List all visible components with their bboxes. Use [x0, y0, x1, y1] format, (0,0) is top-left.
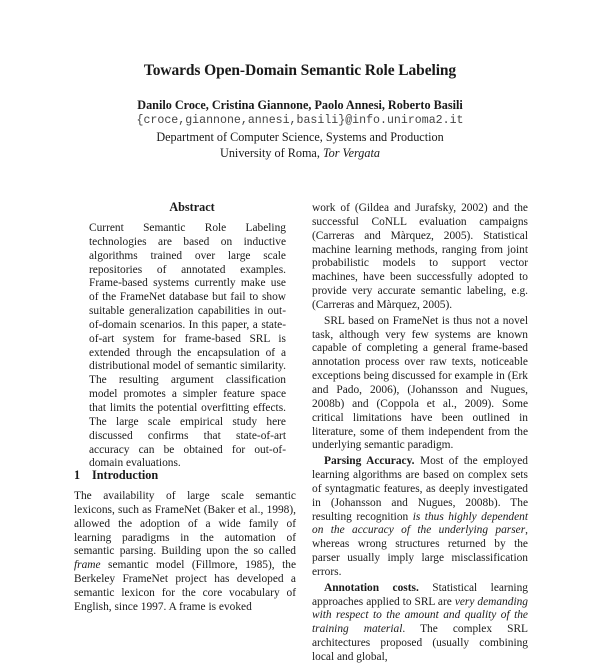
text-run: semantic model (Fillmore, 1985), the Berkeley FrameNet project has developed a semantic lexicon for the core vocabulary of English, since 1997. A frame is evoked	[74, 559, 296, 613]
section-heading-introduction	[74, 468, 158, 483]
section-number: 1	[74, 468, 81, 482]
abstract-text: Current Semantic Role Labeling technologies are based on inductive algorithms trained over large scale repositories of annotated examples. Frame-based systems currently make use of the FrameNet database but fail to show suitable generalization capabilities in out-of-domain scenarios. In this paper, a state-of-art system for frame-based SRL is extended through the encapsulation of a distributional model of semantic similarity. The resulting argument classification model promotes a simpler feature space that limits the potential overfitting effects. The large scale empirical study here discussed confirms that state-of-art accuracy can be obtained for out-of-domain evaluations.	[89, 222, 286, 470]
affiliation-university	[0, 146, 600, 161]
text-run-italic: very demanding with respect to the amount and quality of the training material	[312, 595, 528, 636]
text-run-italic: is thus highly dependent on the accuracy of the underlying parser	[312, 510, 528, 537]
text-run: Most of the employed learning algorithms are based on complex sets of syntagmatic features, as deeply investigated in (Johansson and Nugues, 2008b). The resulting recognition	[312, 455, 528, 523]
abstract-body	[89, 222, 286, 471]
abstract-heading: Abstract	[169, 200, 215, 214]
paragraph-parsing-accuracy	[312, 455, 528, 580]
intro-paragraph	[74, 490, 296, 615]
paragraph-annotation-costs	[312, 582, 528, 665]
section-title: Introduction	[92, 468, 159, 482]
text-run-italic: frame	[74, 559, 101, 572]
paragraph: SRL based on FrameNet is thus not a novel task, although very few systems are known capable of completing a general frame-based annotation process over raw texts, noticeable exceptions being discussed for example in (Erk and Pado, 2006), (Johansson and Nugues, 2008b) and (Coppola et al., 2009). Some critical limitations have been outlined in literature, some of them independent from the underlying semantic paradigm.	[312, 314, 528, 452]
text-run: . The complex SRL architectures proposed (usually combining local and global,	[312, 623, 529, 663]
text-run: Statistical learning approaches applied to SRL are	[312, 581, 528, 608]
text-run: The availability of large scale semantic lexicons, such as FrameNet (Baker et al., 1998), allowed the adoption of a wide family of learning paradigms in the automation of semantic parsing. Building upon the so called	[74, 490, 296, 558]
paper-title: Towards Open-Domain Semantic Role Labeling	[143, 62, 457, 79]
author-emails: {croce,giannone,annesi,basili}@info.uniroma2.it	[136, 114, 464, 127]
introduction-body	[74, 490, 296, 615]
paragraph: work of (Gildea and Jurafsky, 2002) and the successful CoNLL evaluation campaigns (Carreras and Màrquez, 2005). Statistical machine learning methods, ranging from joint probabilistic models to support vector machines, have been successfully adopted to provide very accurate semantic labeling, e.g. (Carreras and Màrquez, 2005).	[312, 202, 528, 311]
paragraph-heading: Parsing Accuracy.	[324, 455, 415, 468]
right-column	[312, 202, 528, 665]
author-list: Danilo Croce, Cristina Giannone, Paolo Annesi, Roberto Basili	[137, 98, 463, 112]
text-run: , whereas wrong structures returned by the parser usually imply large misclassification errors.	[312, 524, 528, 578]
affiliation-campus: Tor Vergata	[322, 146, 380, 160]
affiliation-university-name: University of Roma,	[220, 146, 323, 160]
paragraph-heading: Annotation costs.	[324, 581, 419, 594]
affiliation-department: Department of Computer Science, Systems and Production	[156, 130, 444, 144]
